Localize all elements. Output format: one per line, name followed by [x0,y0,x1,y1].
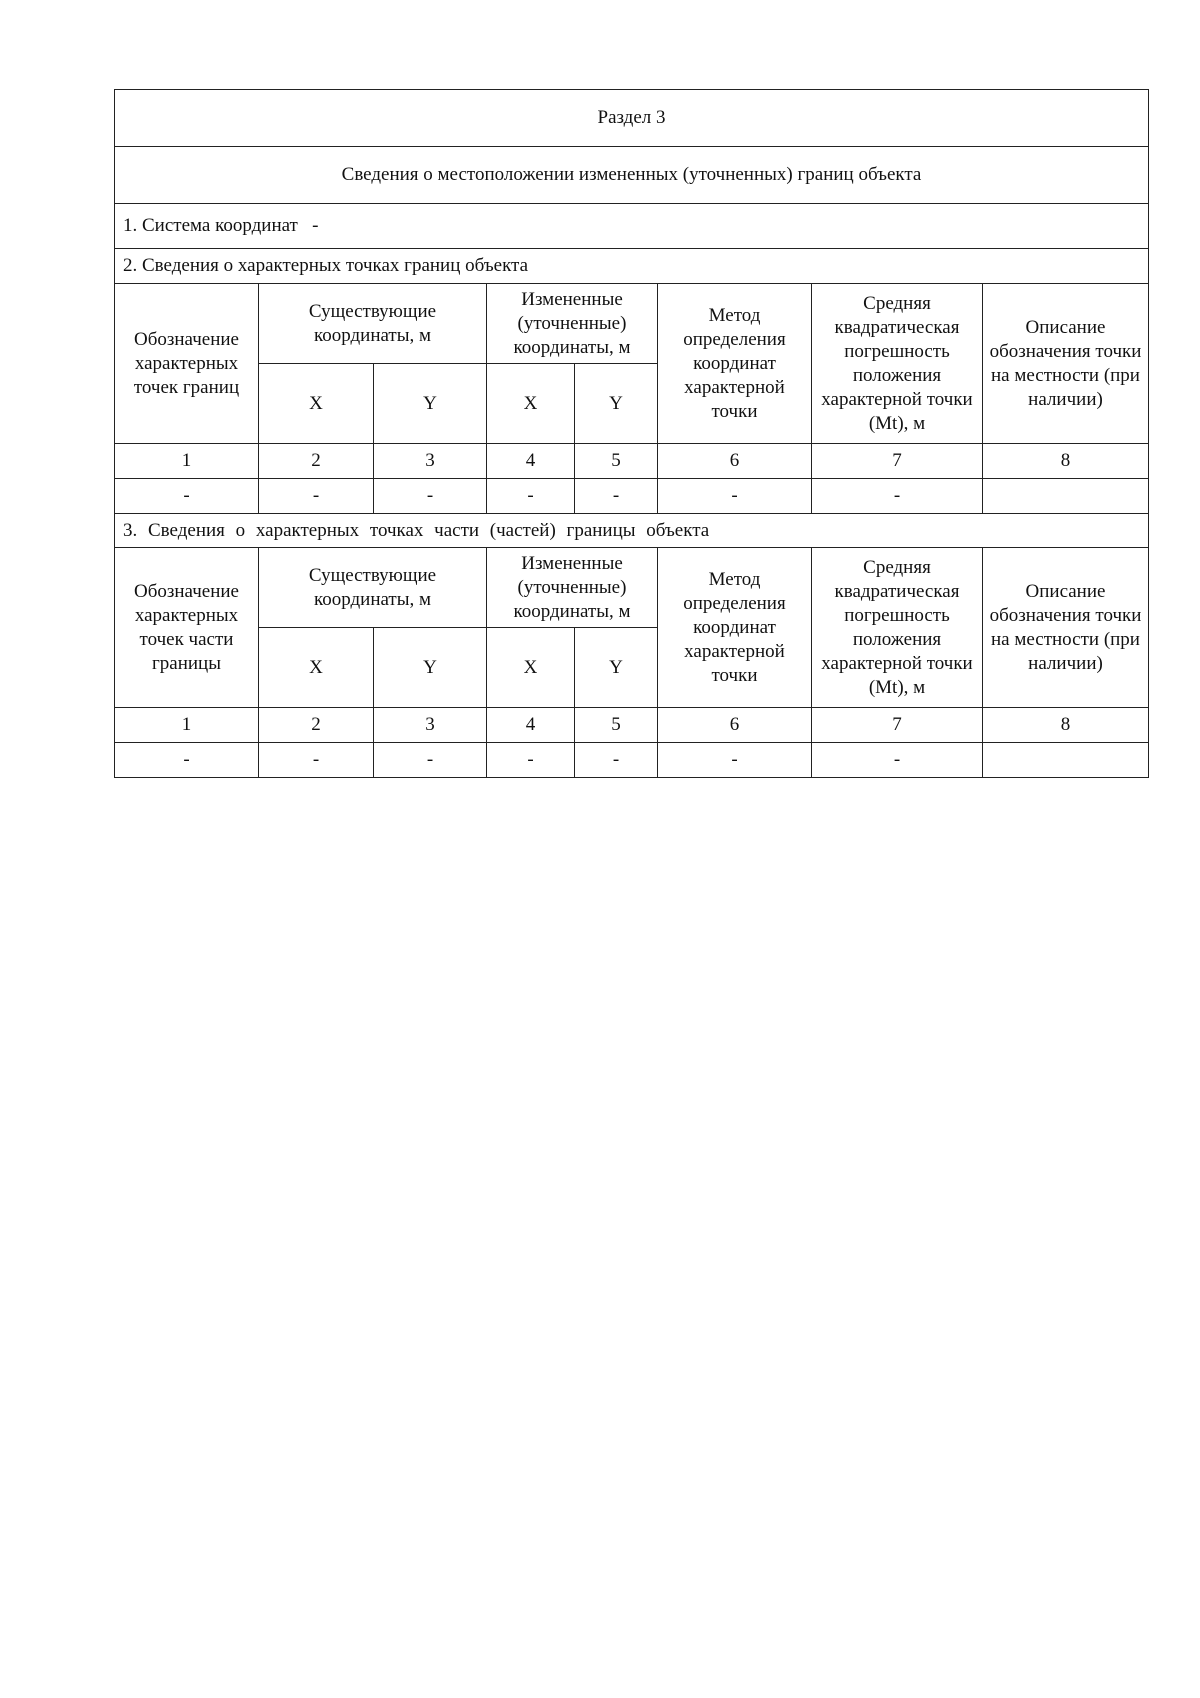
table-cell: - [115,743,259,778]
table-cell: - [374,479,487,514]
coordinate-system-value: - [312,215,319,236]
table-cell: - [658,743,812,778]
table-heading-row [115,249,1149,284]
column-number: 2 [259,444,374,479]
col-error: Средняя квадратическая погрешность положения характерной точки (Mt), м [812,548,983,708]
coordinate-system [115,204,1149,249]
column-number: 7 [812,708,983,743]
col-method: Метод определения координат характерной точки [658,284,812,444]
col-existing-y: Y [374,628,487,708]
table-cell [983,479,1149,514]
col-changed-y: Y [575,364,658,444]
column-number: 1 [115,444,259,479]
col-description: Описание обозначения точки на местности (при наличии) [983,284,1149,444]
section-subtitle-row [115,147,1149,204]
col-existing: Существующие координаты, м [259,284,487,364]
col-designation: Обозначение характерных точек части границы [115,548,259,708]
column-number: 8 [983,444,1149,479]
table-cell: - [487,743,575,778]
table-heading-row [115,514,1149,548]
column-number: 5 [575,444,658,479]
column-numbers-row [115,708,1149,743]
column-number: 6 [658,708,812,743]
column-numbers-row [115,444,1149,479]
column-number: 7 [812,444,983,479]
col-error: Средняя квадратическая погрешность положения характерной точки (Mt), м [812,284,983,444]
table-cell: - [575,479,658,514]
column-number: 8 [983,708,1149,743]
section-subtitle: Сведения о местоположении измененных (уточненных) границ объекта [115,147,1149,204]
table-cell [983,743,1149,778]
table-cell: - [487,479,575,514]
table-row [115,743,1149,778]
col-existing-x: X [259,628,374,708]
table-cell: - [259,743,374,778]
coordinate-system-row [115,204,1149,249]
column-number: 3 [374,708,487,743]
table-header-row [115,548,1149,628]
table-row [115,479,1149,514]
col-existing-y: Y [374,364,487,444]
col-changed-x: X [487,628,575,708]
table-cell: - [812,479,983,514]
col-changed-y: Y [575,628,658,708]
col-method: Метод определения координат характерной точки [658,548,812,708]
coordinate-system-label: 1. Система координат [123,215,298,236]
col-designation: Обозначение характерных точек границ [115,284,259,444]
column-number: 2 [259,708,374,743]
col-changed: Измененные (уточненные) координаты, м [487,284,658,364]
column-number: 6 [658,444,812,479]
table-cell: - [259,479,374,514]
column-number: 5 [575,708,658,743]
table-cell: - [575,743,658,778]
col-existing-x: X [259,364,374,444]
column-number: 1 [115,708,259,743]
table-cell: - [812,743,983,778]
column-number: 4 [487,444,575,479]
table-cell: - [374,743,487,778]
table-cell: - [658,479,812,514]
col-existing: Существующие координаты, м [259,548,487,628]
column-number: 4 [487,708,575,743]
table-cell: - [115,479,259,514]
section-title: Раздел 3 [115,90,1149,147]
col-changed: Измененные (уточненные) координаты, м [487,548,658,628]
table-heading: 2. Сведения о характерных точках границ объекта [115,249,1149,284]
column-number: 3 [374,444,487,479]
table-heading: 3. Сведения о характерных точках части (частей) границы объекта [115,514,1149,548]
table-header-row [115,284,1149,364]
col-changed-x: X [487,364,575,444]
section-title-row [115,90,1149,147]
col-description: Описание обозначения точки на местности (при наличии) [983,548,1149,708]
boundary-table [114,89,1149,778]
